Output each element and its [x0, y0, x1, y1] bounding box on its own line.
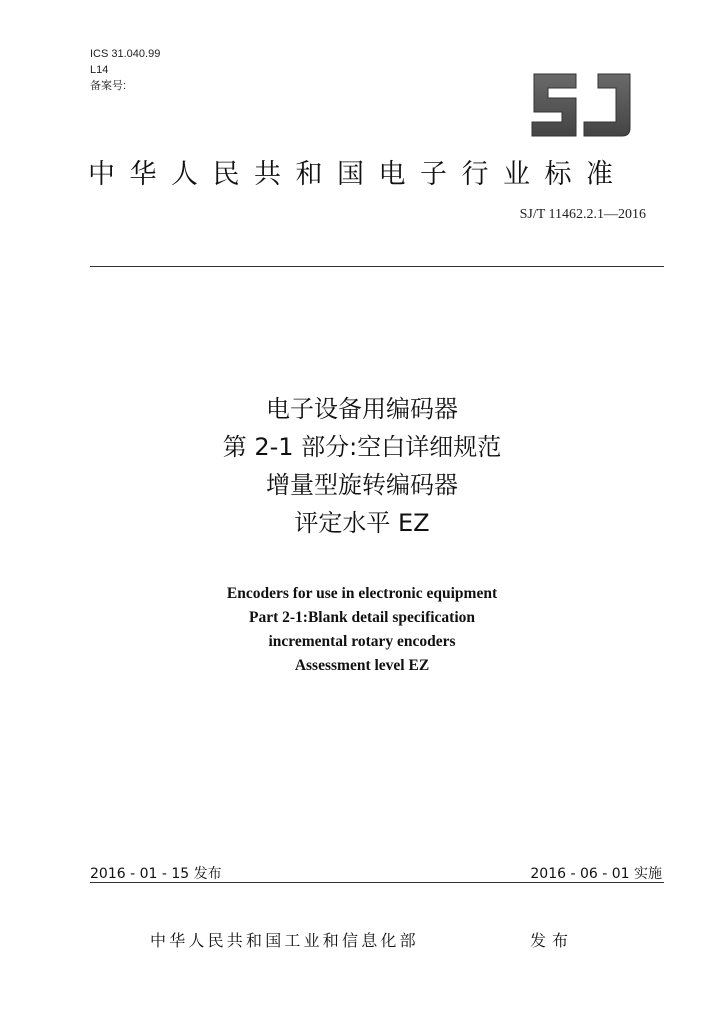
chinese-title-line-1: 电子设备用编码器 — [266, 395, 458, 423]
document-metadata — [90, 46, 160, 94]
ics-code: ICS 31.040.99 — [90, 48, 161, 60]
chinese-title-line-2: 第 2-1 部分:空白详细规范 — [222, 433, 502, 461]
english-title-line-4: Assessment level EZ — [294, 657, 430, 674]
bottom-divider — [90, 882, 664, 883]
effective-date: 2016 - 06 - 01 实施 — [530, 866, 662, 882]
chinese-title-line-3: 增量型旋转编码器 — [266, 471, 458, 499]
english-title-line-3: incremental rotary encoders — [268, 633, 456, 650]
top-divider — [90, 266, 664, 267]
issue-label: 发布 — [530, 931, 575, 950]
classification-code: L14 — [90, 64, 109, 76]
standard-number: SJ/T 11462.2.1—2016 — [519, 207, 646, 222]
chinese-title-line-4: 评定水平 EZ — [294, 509, 430, 537]
issuing-body-title: 中华人民共和国电子行业标准 — [88, 159, 628, 190]
publication-date: 2016 - 01 - 15 发布 — [90, 866, 222, 882]
sj-logo — [528, 70, 634, 140]
issuing-ministry: 中华人民共和国工业和信息化部 — [150, 931, 419, 950]
record-number-label: 备案号: — [90, 80, 127, 92]
sj-logo-mark — [528, 70, 634, 140]
english-title-line-2: Part 2-1:Blank detail specification — [248, 609, 476, 626]
chinese-title — [0, 390, 724, 542]
english-title-line-1: Encoders for use in electronic equipment — [226, 585, 498, 602]
english-title — [0, 582, 724, 678]
